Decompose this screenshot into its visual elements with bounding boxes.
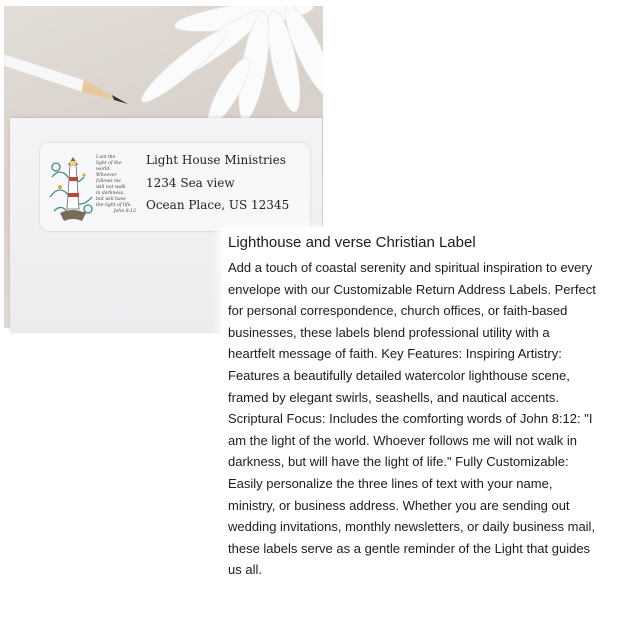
verse-line: will not walk [96,185,126,190]
verse-reference: John 8:12 [113,209,136,214]
address-line-2: 1234 Sea view [146,176,235,190]
return-address-label [40,143,310,231]
address-line-3: Ocean Place, US 12345 [146,198,290,212]
verse-line: I am the [96,155,116,160]
verse-line: follows me [96,179,121,184]
verse-line: light of the world. [96,161,122,172]
product-description-panel [222,227,602,617]
lighthouse-icon [46,147,98,229]
verse-line: Whoever [96,173,117,178]
pencil-icon [4,46,139,106]
address-line-1: Light House Ministries [146,153,286,167]
product-title: Lighthouse and verse Christian Label [228,234,476,251]
daisy-flower-icon [124,6,323,126]
verse-text [96,155,136,215]
verse-line: the light of life. [96,203,132,208]
product-description: Add a touch of coastal serenity and spiritual inspiration to every envelope with our Customizable Return Address Labels. Perfect for personal correspondence, church offices, or faith-based businesses, these labels blend professional utility with a heartfelt message of faith. Key Features: Inspiring Artistry: Features a beautifully detailed watercolor lighthouse scene, framed by elegant swirls, seashells, and nautical accents. Scriptural Focus: Includes the comforting words of John 8:12: "I am the light of the world. Whoever follows me will not walk in darkness, but will have the light of life." Fully Customizable: Easily personalize the three lines of text with your name, ministry, or business address. Whether you are sending out wedding invitations, monthly newsletters, or daily business mail, these labels serve as a gentle reminder of the Light that guides us all. [228,260,596,578]
verse-line: in darkness, [96,191,125,196]
verse-line: but will have [96,197,127,202]
